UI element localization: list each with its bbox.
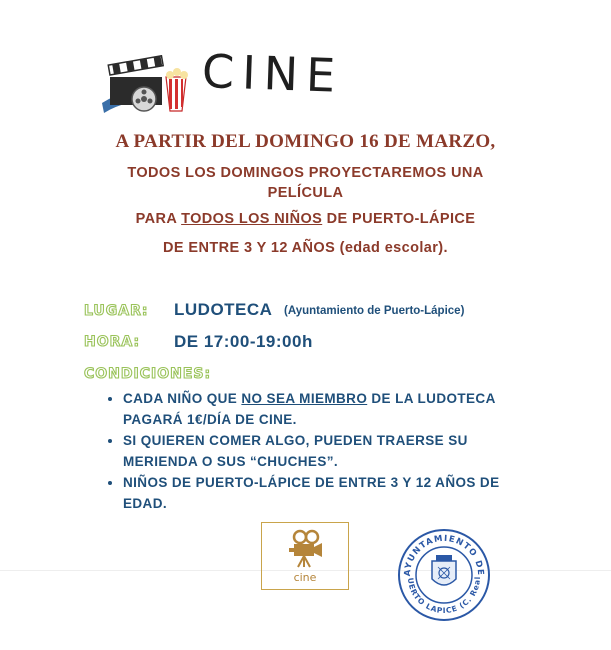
lugar-detail: (Ayuntamiento de Puerto-Lápice) [284, 305, 465, 317]
cine-logo-text: cine [293, 571, 317, 584]
announcement-underlined: TODOS LOS NIÑOS [181, 211, 323, 227]
hora-label: HORA: [84, 334, 141, 350]
lugar-value: LUDOTECA [174, 300, 273, 319]
list-item [123, 388, 543, 430]
page-title: CINE [201, 44, 345, 103]
announcement-text: PARA [135, 211, 182, 227]
condiciones-label: CONDICIONES: [84, 366, 212, 382]
announcement-text: DE PUERTO-LÁPICE [322, 211, 476, 227]
cine-logo [261, 522, 349, 590]
announcement-audience [0, 211, 611, 227]
seal-bottom-text: UERTO LAPICE (C. Real [405, 575, 483, 616]
conditions-list [103, 388, 543, 514]
list-item: • SI QUIEREN COMER ALGO, PUEDEN TRAERSE SU MERIENDA O SUS “CHUCHES”. [123, 430, 543, 472]
list-item: • NIÑOS DE PUERTO-LÁPICE DE ENTRE 3 Y 12 AÑOS DE EDAD. [123, 472, 543, 514]
municipal-crest-icon [432, 555, 456, 585]
condition-underlined: NO SEA MIEMBRO [241, 391, 368, 406]
announcement-line: TODOS LOS DOMINGOS PROYECTAREMOS UNA [127, 165, 484, 181]
lugar-label: LUGAR: [84, 303, 149, 319]
condition-text: CADA NIÑO QUE [123, 391, 242, 406]
clapperboard-film-popcorn-icon [100, 55, 195, 117]
announcement-age: DE ENTRE 3 Y 12 AÑOS (edad escolar). [163, 240, 448, 256]
condition-text: DE LA LUDOTECA PAGARÁ 1€/DÍA DE CINE. [123, 391, 496, 427]
seal-top-text: AYUNTAMIENTO DE [402, 533, 486, 577]
announcement-date: A PARTIR DEL DOMINGO 16 DE MARZO, [115, 131, 496, 152]
hora-value: DE 17:00-19:00h [174, 332, 313, 351]
announcement-line: PELÍCULA [267, 185, 344, 201]
movie-camera-icon [285, 529, 325, 569]
municipal-seal [396, 527, 492, 623]
